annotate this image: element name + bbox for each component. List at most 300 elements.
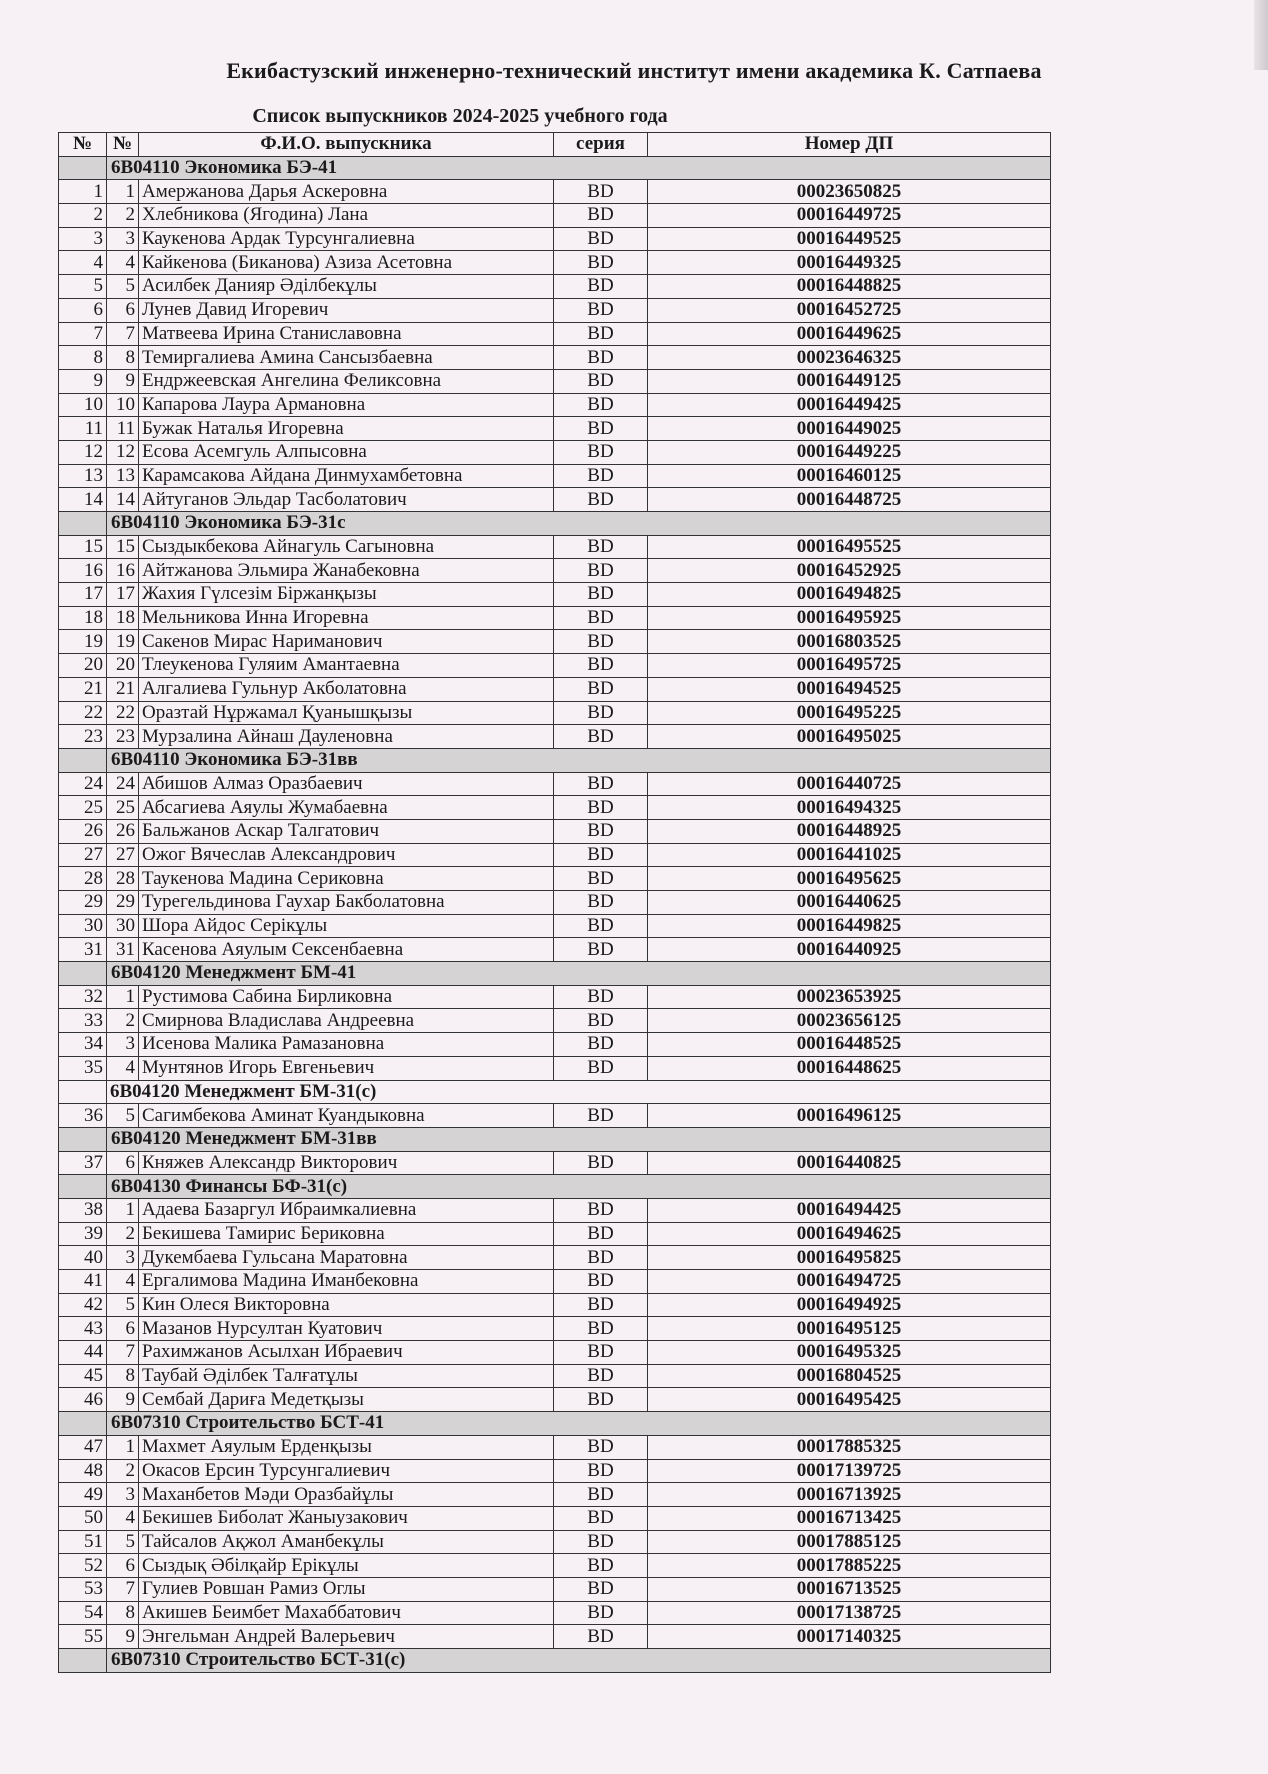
full-name-cell: Княжев Александр Викторович: [139, 1151, 554, 1175]
group-header-row: [59, 962, 1051, 986]
series-cell: BD: [554, 1151, 648, 1175]
group-number-cell: 12: [107, 440, 139, 464]
group-number-cell: 27: [107, 843, 139, 867]
table-row: [59, 535, 1051, 559]
series-cell: BD: [554, 559, 648, 583]
full-name-cell: Бальжанов Аскар Талгатович: [139, 819, 554, 843]
diploma-number-cell: 00016494325: [648, 796, 1051, 820]
overall-number-cell: 7: [59, 322, 107, 346]
diploma-number-cell: 00017885325: [648, 1435, 1051, 1459]
group-title: 6В04110 Экономика БЭ-41: [107, 156, 1051, 180]
series-cell: BD: [554, 275, 648, 299]
diploma-number-cell: 00016449225: [648, 440, 1051, 464]
group-number-cell: 19: [107, 630, 139, 654]
col-header-series: серия: [554, 133, 648, 157]
group-number-cell: 6: [107, 1554, 139, 1578]
group-header-blank: [59, 1412, 107, 1436]
group-number-cell: 29: [107, 891, 139, 915]
group-number-cell: 14: [107, 488, 139, 512]
diploma-number-cell: 00016494625: [648, 1222, 1051, 1246]
group-title: 6В04120 Менеджмент БМ-31(с): [107, 1080, 1051, 1104]
table-row: [59, 1388, 1051, 1412]
group-number-cell: 7: [107, 1341, 139, 1365]
full-name-cell: Махмет Аяулым Ерденқызы: [139, 1435, 554, 1459]
series-cell: BD: [554, 322, 648, 346]
series-cell: BD: [554, 891, 648, 915]
full-name-cell: Жахия Гүлсезім Біржанқызы: [139, 583, 554, 607]
full-name-cell: Энгельман Андрей Валерьевич: [139, 1625, 554, 1649]
series-cell: BD: [554, 772, 648, 796]
full-name-cell: Смирнова Владислава Андреевна: [139, 1009, 554, 1033]
group-number-cell: 2: [107, 1459, 139, 1483]
group-number-cell: 1: [107, 1198, 139, 1222]
group-header-row: [59, 748, 1051, 772]
overall-number-cell: 32: [59, 985, 107, 1009]
diploma-number-cell: 00016449125: [648, 369, 1051, 393]
overall-number-cell: 22: [59, 701, 107, 725]
group-header-row: [59, 512, 1051, 536]
overall-number-cell: 1: [59, 180, 107, 204]
graduates-table: [58, 132, 1051, 1673]
diploma-number-cell: 00016494525: [648, 677, 1051, 701]
table-row: [59, 1530, 1051, 1554]
diploma-number-cell: 00023646325: [648, 346, 1051, 370]
overall-number-cell: 17: [59, 583, 107, 607]
table-row: [59, 772, 1051, 796]
full-name-cell: Мурзалина Айнаш Дауленовна: [139, 725, 554, 749]
full-name-cell: Маханбетов Мәди Оразбайұлы: [139, 1483, 554, 1507]
table-row: [59, 583, 1051, 607]
overall-number-cell: 43: [59, 1317, 107, 1341]
table-row: [59, 417, 1051, 441]
table-row: [59, 440, 1051, 464]
group-number-cell: 7: [107, 1577, 139, 1601]
series-cell: BD: [554, 369, 648, 393]
series-cell: BD: [554, 1104, 648, 1128]
group-number-cell: 17: [107, 583, 139, 607]
diploma-number-cell: 00023656125: [648, 1009, 1051, 1033]
series-cell: BD: [554, 1270, 648, 1294]
group-number-cell: 8: [107, 1364, 139, 1388]
overall-number-cell: 45: [59, 1364, 107, 1388]
diploma-number-cell: 00016449525: [648, 227, 1051, 251]
overall-number-cell: 13: [59, 464, 107, 488]
series-cell: BD: [554, 677, 648, 701]
full-name-cell: Темиргалиева Амина Сансызбаевна: [139, 346, 554, 370]
full-name-cell: Оразтай Нұржамал Қуанышқызы: [139, 701, 554, 725]
table-row: [59, 606, 1051, 630]
table-row: [59, 251, 1051, 275]
diploma-number-cell: 00017138725: [648, 1601, 1051, 1625]
diploma-number-cell: 00016460125: [648, 464, 1051, 488]
full-name-cell: Кин Олеся Викторовна: [139, 1293, 554, 1317]
diploma-number-cell: 00016440625: [648, 891, 1051, 915]
overall-number-cell: 49: [59, 1483, 107, 1507]
table-row: [59, 393, 1051, 417]
group-number-cell: 9: [107, 1625, 139, 1649]
group-number-cell: 4: [107, 1270, 139, 1294]
diploma-number-cell: 00016449825: [648, 914, 1051, 938]
overall-number-cell: 28: [59, 867, 107, 891]
table-header-row: [59, 133, 1051, 157]
diploma-number-cell: 00016448925: [648, 819, 1051, 843]
diploma-number-cell: 00016495625: [648, 867, 1051, 891]
full-name-cell: Таукенова Мадина Сериковна: [139, 867, 554, 891]
series-cell: BD: [554, 725, 648, 749]
overall-number-cell: 2: [59, 204, 107, 228]
overall-number-cell: 6: [59, 298, 107, 322]
table-row: [59, 1554, 1051, 1578]
series-cell: BD: [554, 180, 648, 204]
series-cell: BD: [554, 1459, 648, 1483]
table-row: [59, 1601, 1051, 1625]
group-title: 6В04120 Менеджмент БМ-41: [107, 962, 1051, 986]
overall-number-cell: 50: [59, 1506, 107, 1530]
diploma-number-cell: 00016494725: [648, 1270, 1051, 1294]
table-row: [59, 346, 1051, 370]
diploma-number-cell: 00016448725: [648, 488, 1051, 512]
group-number-cell: 2: [107, 1009, 139, 1033]
overall-number-cell: 41: [59, 1270, 107, 1294]
diploma-number-cell: 00016713425: [648, 1506, 1051, 1530]
overall-number-cell: 52: [59, 1554, 107, 1578]
overall-number-cell: 47: [59, 1435, 107, 1459]
overall-number-cell: 40: [59, 1246, 107, 1270]
table-row: [59, 725, 1051, 749]
series-cell: BD: [554, 298, 648, 322]
table-row: [59, 464, 1051, 488]
table-row: [59, 914, 1051, 938]
overall-number-cell: 15: [59, 535, 107, 559]
overall-number-cell: 29: [59, 891, 107, 915]
series-cell: BD: [554, 464, 648, 488]
col-header-group-number: №: [107, 133, 139, 157]
full-name-cell: Тайсалов Ақжол Аманбекұлы: [139, 1530, 554, 1554]
full-name-cell: Дукембаева Гульсана Маратовна: [139, 1246, 554, 1270]
group-number-cell: 18: [107, 606, 139, 630]
overall-number-cell: 20: [59, 654, 107, 678]
overall-number-cell: 4: [59, 251, 107, 275]
series-cell: BD: [554, 1364, 648, 1388]
full-name-cell: Шора Айдос Серікұлы: [139, 914, 554, 938]
overall-number-cell: 38: [59, 1198, 107, 1222]
group-title: 6В04110 Экономика БЭ-31вв: [107, 748, 1051, 772]
table-row: [59, 1104, 1051, 1128]
overall-number-cell: 34: [59, 1033, 107, 1057]
group-title: 6В04110 Экономика БЭ-31с: [107, 512, 1051, 536]
group-number-cell: 5: [107, 1293, 139, 1317]
diploma-number-cell: 00016440725: [648, 772, 1051, 796]
group-header-blank: [59, 1175, 107, 1199]
series-cell: BD: [554, 914, 648, 938]
overall-number-cell: 18: [59, 606, 107, 630]
series-cell: BD: [554, 1009, 648, 1033]
group-number-cell: 9: [107, 369, 139, 393]
full-name-cell: Асилбек Данияр Әділбекұлы: [139, 275, 554, 299]
full-name-cell: Таубай Әділбек Талғатұлы: [139, 1364, 554, 1388]
group-number-cell: 4: [107, 251, 139, 275]
series-cell: BD: [554, 819, 648, 843]
overall-number-cell: 33: [59, 1009, 107, 1033]
group-header-blank: [59, 1080, 107, 1104]
diploma-number-cell: 00017885125: [648, 1530, 1051, 1554]
overall-number-cell: 30: [59, 914, 107, 938]
group-number-cell: 31: [107, 938, 139, 962]
full-name-cell: Бекишев Биболат Жаныузакович: [139, 1506, 554, 1530]
group-header-blank: [59, 748, 107, 772]
diploma-number-cell: 00016803525: [648, 630, 1051, 654]
group-number-cell: 4: [107, 1056, 139, 1080]
table-row: [59, 938, 1051, 962]
full-name-cell: Абишов Алмаз Оразбаевич: [139, 772, 554, 796]
full-name-cell: Карамсакова Айдана Динмухамбетовна: [139, 464, 554, 488]
full-name-cell: Исенова Малика Рамазановна: [139, 1033, 554, 1057]
table-row: [59, 654, 1051, 678]
col-header-overall-number: №: [59, 133, 107, 157]
group-header-row: [59, 1127, 1051, 1151]
table-row: [59, 1577, 1051, 1601]
diploma-number-cell: 00016448825: [648, 275, 1051, 299]
group-number-cell: 22: [107, 701, 139, 725]
series-cell: BD: [554, 1198, 648, 1222]
diploma-number-cell: 00016449025: [648, 417, 1051, 441]
full-name-cell: Кайкенова (Биканова) Азиза Асетовна: [139, 251, 554, 275]
overall-number-cell: 39: [59, 1222, 107, 1246]
overall-number-cell: 8: [59, 346, 107, 370]
group-header-row: [59, 1649, 1051, 1673]
series-cell: BD: [554, 1388, 648, 1412]
group-header-blank: [59, 1127, 107, 1151]
group-number-cell: 25: [107, 796, 139, 820]
overall-number-cell: 48: [59, 1459, 107, 1483]
diploma-number-cell: 00016495025: [648, 725, 1051, 749]
full-name-cell: Бекишева Тамирис Бериковна: [139, 1222, 554, 1246]
overall-number-cell: 26: [59, 819, 107, 843]
full-name-cell: Сыздыкбекова Айнагуль Сагыновна: [139, 535, 554, 559]
group-number-cell: 10: [107, 393, 139, 417]
diploma-number-cell: 00016440825: [648, 1151, 1051, 1175]
diploma-number-cell: 00016449625: [648, 322, 1051, 346]
diploma-number-cell: 00023650825: [648, 180, 1051, 204]
group-title: 6В07310 Строительство БСТ-31(с): [107, 1649, 1051, 1673]
table-row: [59, 1317, 1051, 1341]
series-cell: BD: [554, 938, 648, 962]
diploma-number-cell: 00017139725: [648, 1459, 1051, 1483]
group-header-blank: [59, 962, 107, 986]
full-name-cell: Мунтянов Игорь Евгеньевич: [139, 1056, 554, 1080]
full-name-cell: Турегельдинова Гаухар Бакболатовна: [139, 891, 554, 915]
series-cell: BD: [554, 843, 648, 867]
series-cell: BD: [554, 1246, 648, 1270]
series-cell: BD: [554, 1577, 648, 1601]
overall-number-cell: 3: [59, 227, 107, 251]
group-number-cell: 6: [107, 298, 139, 322]
overall-number-cell: 46: [59, 1388, 107, 1412]
full-name-cell: Гулиев Ровшан Рамиз Оглы: [139, 1577, 554, 1601]
series-cell: BD: [554, 1222, 648, 1246]
diploma-number-cell: 00016494425: [648, 1198, 1051, 1222]
table-row: [59, 322, 1051, 346]
table-row: [59, 819, 1051, 843]
overall-number-cell: 5: [59, 275, 107, 299]
diploma-number-cell: 00016495925: [648, 606, 1051, 630]
overall-number-cell: 23: [59, 725, 107, 749]
series-cell: BD: [554, 701, 648, 725]
group-number-cell: 9: [107, 1388, 139, 1412]
group-number-cell: 5: [107, 1530, 139, 1554]
col-header-full-name: Ф.И.О. выпускника: [139, 133, 554, 157]
full-name-cell: Мазанов Нурсултан Куатович: [139, 1317, 554, 1341]
series-cell: BD: [554, 204, 648, 228]
overall-number-cell: 54: [59, 1601, 107, 1625]
table-row: [59, 559, 1051, 583]
diploma-number-cell: 00016452725: [648, 298, 1051, 322]
diploma-number-cell: 00016452925: [648, 559, 1051, 583]
full-name-cell: Матвеева Ирина Станиславовна: [139, 322, 554, 346]
group-header-row: [59, 156, 1051, 180]
full-name-cell: Хлебникова (Ягодина) Лана: [139, 204, 554, 228]
series-cell: BD: [554, 1317, 648, 1341]
series-cell: BD: [554, 1056, 648, 1080]
full-name-cell: Абсагиева Аяулы Жумабаевна: [139, 796, 554, 820]
table-row: [59, 1151, 1051, 1175]
group-number-cell: 6: [107, 1317, 139, 1341]
group-header-blank: [59, 156, 107, 180]
full-name-cell: Рахимжанов Асылхан Ибраевич: [139, 1341, 554, 1365]
diploma-number-cell: 00016496125: [648, 1104, 1051, 1128]
group-number-cell: 24: [107, 772, 139, 796]
series-cell: BD: [554, 1033, 648, 1057]
full-name-cell: Ожог Вячеслав Александрович: [139, 843, 554, 867]
full-name-cell: Акишев Беимбет Махаббатович: [139, 1601, 554, 1625]
diploma-number-cell: 00017140325: [648, 1625, 1051, 1649]
group-number-cell: 3: [107, 227, 139, 251]
table-row: [59, 891, 1051, 915]
table-row: [59, 369, 1051, 393]
table-row: [59, 1246, 1051, 1270]
group-header-row: [59, 1175, 1051, 1199]
overall-number-cell: 21: [59, 677, 107, 701]
series-cell: BD: [554, 417, 648, 441]
diploma-number-cell: 00016441025: [648, 843, 1051, 867]
group-title: 6В07310 Строительство БСТ-41: [107, 1412, 1051, 1436]
table-row: [59, 1198, 1051, 1222]
group-number-cell: 7: [107, 322, 139, 346]
overall-number-cell: 36: [59, 1104, 107, 1128]
group-number-cell: 3: [107, 1246, 139, 1270]
diploma-number-cell: 00016448625: [648, 1056, 1051, 1080]
full-name-cell: Мельникова Инна Игоревна: [139, 606, 554, 630]
group-title: 6В04120 Менеджмент БМ-31вв: [107, 1127, 1051, 1151]
overall-number-cell: 11: [59, 417, 107, 441]
diploma-number-cell: 00016495725: [648, 654, 1051, 678]
diploma-number-cell: 00016495525: [648, 535, 1051, 559]
full-name-cell: Бужак Наталья Игоревна: [139, 417, 554, 441]
group-number-cell: 5: [107, 275, 139, 299]
group-number-cell: 15: [107, 535, 139, 559]
series-cell: BD: [554, 1435, 648, 1459]
overall-number-cell: 53: [59, 1577, 107, 1601]
overall-number-cell: 27: [59, 843, 107, 867]
table-row: [59, 1009, 1051, 1033]
table-row: [59, 1293, 1051, 1317]
group-header-blank: [59, 1649, 107, 1673]
overall-number-cell: 25: [59, 796, 107, 820]
full-name-cell: Тлеукенова Гуляим Амантаевна: [139, 654, 554, 678]
diploma-number-cell: 00016495125: [648, 1317, 1051, 1341]
series-cell: BD: [554, 227, 648, 251]
diploma-number-cell: 00016440925: [648, 938, 1051, 962]
series-cell: BD: [554, 606, 648, 630]
diploma-number-cell: 00016495825: [648, 1246, 1051, 1270]
table-row: [59, 180, 1051, 204]
series-cell: BD: [554, 1506, 648, 1530]
overall-number-cell: 12: [59, 440, 107, 464]
diploma-number-cell: 00016449325: [648, 251, 1051, 275]
full-name-cell: Капарова Лаура Армановна: [139, 393, 554, 417]
group-number-cell: 26: [107, 819, 139, 843]
group-number-cell: 2: [107, 204, 139, 228]
series-cell: BD: [554, 985, 648, 1009]
overall-number-cell: 42: [59, 1293, 107, 1317]
full-name-cell: Рустимова Сабина Бирликовна: [139, 985, 554, 1009]
table-row: [59, 1033, 1051, 1057]
group-number-cell: 1: [107, 180, 139, 204]
group-number-cell: 13: [107, 464, 139, 488]
table-row: [59, 985, 1051, 1009]
full-name-cell: Касенова Аяулым Сексенбаевна: [139, 938, 554, 962]
table-row: [59, 867, 1051, 891]
group-number-cell: 1: [107, 1435, 139, 1459]
overall-number-cell: 14: [59, 488, 107, 512]
group-number-cell: 8: [107, 1601, 139, 1625]
table-row: [59, 1222, 1051, 1246]
full-name-cell: Сакенов Мирас Нариманович: [139, 630, 554, 654]
group-number-cell: 20: [107, 654, 139, 678]
series-cell: BD: [554, 346, 648, 370]
group-number-cell: 3: [107, 1033, 139, 1057]
diploma-number-cell: 00016494925: [648, 1293, 1051, 1317]
overall-number-cell: 35: [59, 1056, 107, 1080]
group-number-cell: 5: [107, 1104, 139, 1128]
series-cell: BD: [554, 630, 648, 654]
table-row: [59, 1625, 1051, 1649]
diploma-number-cell: 00016449425: [648, 393, 1051, 417]
table-row: [59, 796, 1051, 820]
group-number-cell: 3: [107, 1483, 139, 1507]
series-cell: BD: [554, 583, 648, 607]
table-row: [59, 204, 1051, 228]
full-name-cell: Адаева Базаргул Ибраимкалиевна: [139, 1198, 554, 1222]
series-cell: BD: [554, 393, 648, 417]
group-header-row: [59, 1412, 1051, 1436]
group-number-cell: 4: [107, 1506, 139, 1530]
institute-title: Екибастузский инженерно-технический институт имени академика К. Сатпаева: [226, 58, 1042, 83]
overall-number-cell: 10: [59, 393, 107, 417]
overall-number-cell: 16: [59, 559, 107, 583]
series-cell: BD: [554, 1530, 648, 1554]
table-row: [59, 275, 1051, 299]
group-number-cell: 2: [107, 1222, 139, 1246]
table-row: [59, 701, 1051, 725]
diploma-number-cell: 00016495425: [648, 1388, 1051, 1412]
full-name-cell: Ендржеевская Ангелина Феликсовна: [139, 369, 554, 393]
table-row: [59, 1435, 1051, 1459]
table-row: [59, 1056, 1051, 1080]
full-name-cell: Сыздық Әбілқайр Ерікұлы: [139, 1554, 554, 1578]
full-name-cell: Сагимбекова Аминат Куандыковна: [139, 1104, 554, 1128]
series-cell: BD: [554, 535, 648, 559]
